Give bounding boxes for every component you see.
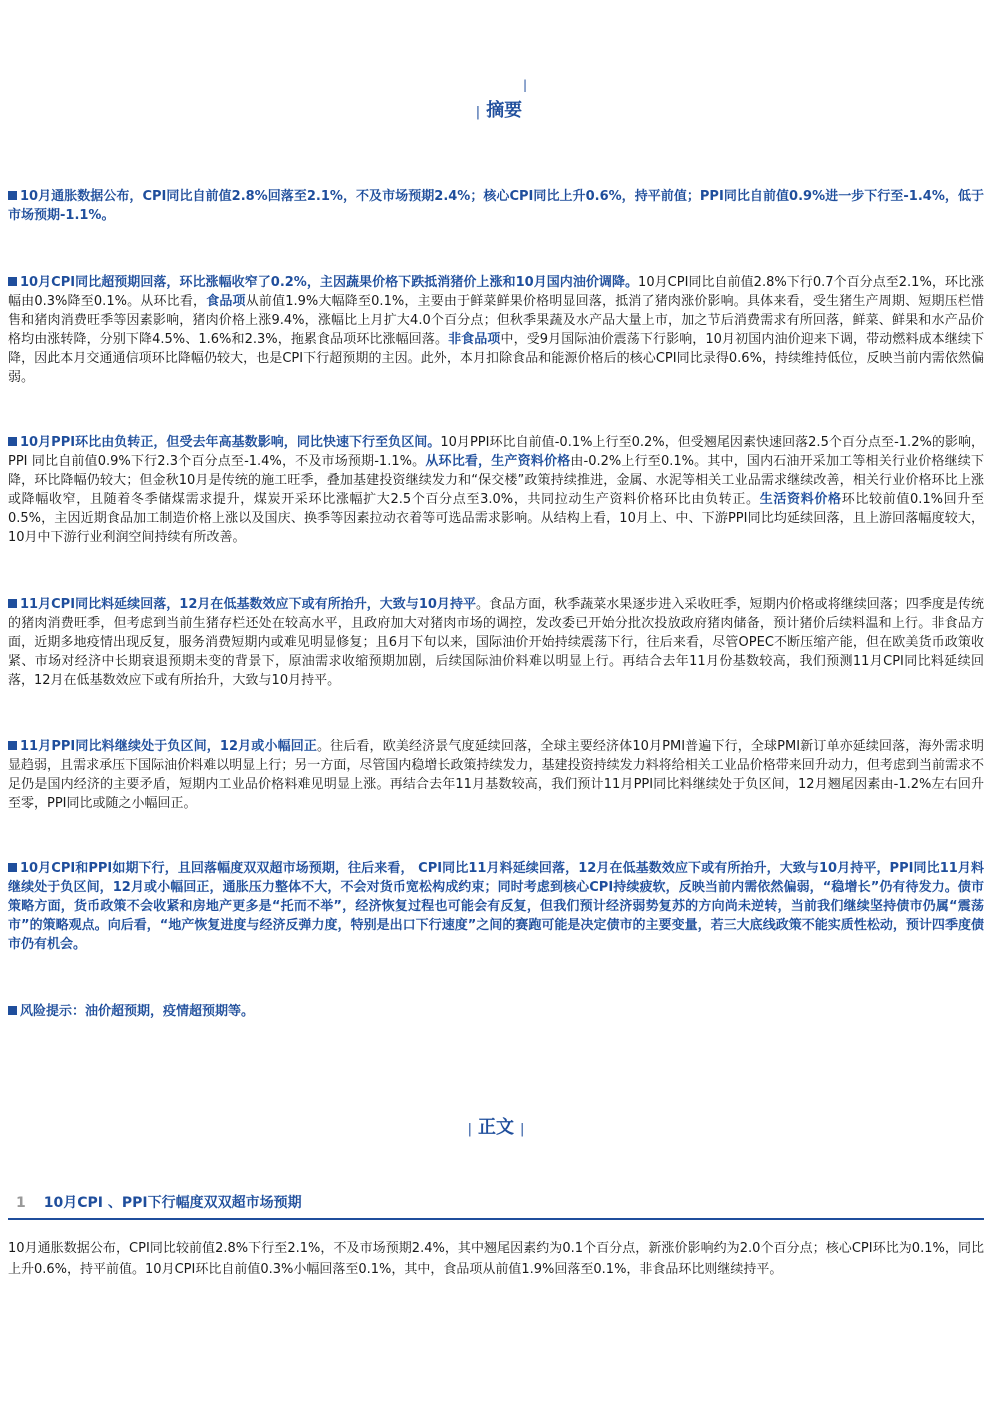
section-number: 1: [16, 1195, 26, 1211]
summary-paragraph-2: 10月CPI同比超预期回落，环比涨幅收窄了0.2%，主因蔬果价格下跌抵消猪价上涨和10月国内油价调降。10月CPI同比自前值2.8%下行0.7个百分点至2.1%，环比涨幅由0.3%降至0.1%。从环比看，食品项从前值1.9%大幅降至0.1%，主要由于鲜菜鲜果价格明显回落，抵消了猪肉涨价影响。具体来看，受生猪生产周期、短期压栏惜售和猪肉消费旺季等因素影响，猪肉价格上涨9.4%，涨幅比上月扩大4.0个百分点；但秋季果蔬及水产品大量上市，加之节后消费需求有所回落，鲜菜、鲜果和水产品价格均由涨转降，分别下降4.5%、1.6%和2.3%，拖累食品项环比涨幅回落。非食品项中，受9月国际油价震荡下行影响，10月初国内油价迎来下调，带动燃料成本继续下降，因此本月交通通信项环比降幅仍较大，也是CPI下行超预期的主因。此外，本月扣除食品和能源价格后的核心CPI同比录得0.6%，持续维持低位，反映当前内需依然偏弱。: [8, 275, 984, 385]
summary-heading: [0, 96, 992, 122]
risk-warning: 风险提示：油价超预期，疫情超预期等。: [8, 1002, 984, 1021]
summary-paragraph-1: 10月通胀数据公布，CPI同比自前值2.8%回落至2.1%，不及市场预期2.4%；核心CPI同比上升0.6%，持平前值；PPI同比自前值0.9%进一步下行至-1.4%，低于市场预期-1.1%。: [8, 189, 984, 223]
summary-paragraph-4: 11月CPI同比料延续回落，12月在低基数效应下或有所抬升，大致与10月持平。食品方面，秋季蔬菜水果逐步进入采收旺季，短期内价格或将继续回落；四季度是传统的猪肉消费旺季，但考虑到当前生猪存栏还处在较高水平，且政府加大对猪肉市场的调控，发改委已开始分批次投放政府猪肉储备，预计猪价后续料温和上行。非食品方面，近期多地疫情出现反复，服务消费短期内或难见明显修复；且6月下旬以来，国际油价开始持续震荡下行，往后来看，尽管OPEC不断压缩产能，但在欧美货币政策收紧、市场对经济中长期衰退预期未变的背景下，原油需求收缩预期加剧，后续国际油价料难以明显上行。再结合去年11月份基数较高，我们预测11月CPI同比料延续回落，12月在低基数效应下或有所抬升，大致与10月持平。: [8, 597, 984, 688]
heading-bar-left: |: [467, 1122, 472, 1137]
square-bullet-icon: [8, 1006, 17, 1015]
square-bullet-icon: [8, 599, 17, 608]
square-bullet-icon: [8, 437, 17, 446]
divider-mark: |: [523, 78, 528, 92]
main-heading-text: 正文: [478, 1117, 514, 1138]
section-1-heading: [8, 1192, 984, 1220]
main-heading: [0, 1113, 992, 1139]
square-bullet-icon: [8, 191, 17, 200]
square-bullet-icon: [8, 277, 17, 286]
heading-bar-left: |: [475, 105, 481, 120]
body-paragraph-1: 10月通胀数据公布，CPI同比较前值2.8%下行至2.1%，不及市场预期2.4%，其中翘尾因素约为0.1个百分点，新涨价影响约为2.0个百分点；核心CPI环比为0.1%，同比上升0.6%，持平前值。10月CPI环比自前值0.3%小幅回落至0.1%，其中，食品项从前值1.9%回落至0.1%，非食品环比则继续持平。: [8, 1241, 984, 1277]
summary-paragraph-5: 11月PPI同比料继续处于负区间，12月或小幅回正。往后看，欧美经济景气度延续回落，全球主要经济体10月PMI普遍下行，全球PMI新订单亦延续回落，海外需求明显趋弱，且需求承压下国际油价料难以明显上行；另一方面，尽管国内稳增长政策持续发力，基建投资持续发力料将给相关工业品价格带来回升动力，但考虑到当前需求不足仍是国内经济的主要矛盾，短期内工业品价格料难见明显上涨。再结合去年11月基数较高，我们预计11月PPI同比料继续处于负区间，12月翘尾因素由-1.2%左右回升至零，PPI同比或随之小幅回正。: [8, 739, 984, 811]
summary-paragraph-3: 10月PPI环比由负转正，但受去年高基数影响，同比快速下行至负区间。10月PPI环比自前值-0.1%上行至0.2%，但受翘尾因素快速回落2.5个百分点至-1.2%的影响，PPI 同比自前值0.9%下行2.3个百分点至-1.4%，不及市场预期-1.1%。从环比看，生产资料价格由-0.2%上行至0.1%。其中，国内石油开采加工等相关行业价格继续下降，环比降幅仍较大；但金秋10月是传统的施工旺季，叠加基建投资继续发力和“保交楼”政策持续推进，金属、水泥等相关工业品需求继续改善，相关行业价格环比上涨或降幅收窄，且随着冬季储煤需求提升，煤炭开采环比涨幅扩大2.5个百分点至3.0%，共同拉动生产资料价格环比由负转正。生活资料价格环比较前值0.1%回升至0.5%，主因近期食品加工制造价格上涨以及国庆、换季等因素拉动衣着等可选品需求影响。从结构上看，10月上、中、下游PPI同比均延续回落，且上游回落幅度较大，10月中下游行业利润空间持续有所改善。: [8, 435, 984, 545]
summary-heading-text: 摘要: [486, 100, 523, 121]
summary-paragraph-6: 10月CPI和PPI如期下行，且回落幅度双双超市场预期，往后来看， CPI同比11月料延续回落，12月在低基数效应下或有所抬升，大致与10月持平，PPI同比11月料继续处于负区间，12月或小幅回正，通胀压力整体不大，不会对货币宽松构成约束；同时考虑到核心CPI持续疲软，反映当前内需依然偏弱，“稳增长”仍有待发力。债市策略方面，货币政策不会收紧和房地产更多是“托而不举”，经济恢复过程也可能会有反复，但我们预计经济弱势复苏的方向尚未逆转，当前我们继续坚持债市仍属“震荡市”的策略观点。向后看，“地产恢复进度与经济反弹力度，特别是出口下行速度”之间的赛跑可能是决定债市的主要变量，若三大底线政策不能实质性松动，预计四季度债市仍有机会。: [8, 861, 984, 952]
section-title: 10月CPI 、PPI下行幅度双双超市场预期: [43, 1195, 302, 1211]
heading-bar-right: |: [520, 1122, 525, 1137]
square-bullet-icon: [8, 741, 17, 750]
square-bullet-icon: [8, 863, 17, 872]
